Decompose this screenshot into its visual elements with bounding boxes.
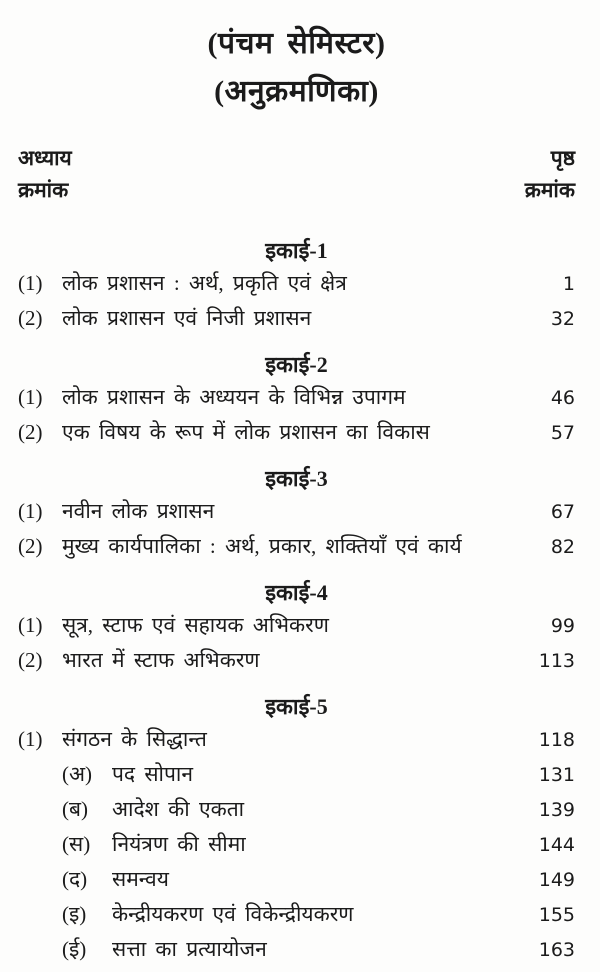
item-title: लोक प्रशासन के अध्ययन के विभिन्न उपागम (62, 385, 406, 409)
item-title: नवीन लोक प्रशासन (62, 499, 215, 523)
column-header-chapter (18, 142, 72, 206)
toc-subrow (18, 757, 575, 792)
item-title: केन्द्रीयकरण एवं विकेन्द्रीयकरण (112, 902, 354, 926)
unit-heading-1: इकाई-1 (265, 238, 328, 263)
toc-row (18, 266, 575, 301)
unit-heading-4: इकाई-4 (265, 580, 328, 605)
item-page-number: 118 (538, 729, 575, 751)
unit-heading-5: इकाई-5 (265, 694, 328, 719)
page-header-line1: पृष्ठ (550, 146, 575, 170)
item-number: (1) (18, 613, 43, 637)
item-number: (2) (18, 534, 43, 558)
toc-subrow (18, 862, 575, 897)
page-title: (पंचम सेमिस्टर) (207, 27, 386, 60)
item-page-number: 144 (538, 834, 575, 856)
toc-row (18, 529, 575, 564)
toc-row (18, 494, 575, 529)
item-page-number: 57 (550, 422, 575, 444)
toc-subrow (18, 932, 575, 967)
item-title: आदेश की एकता (112, 797, 245, 821)
toc-row (18, 608, 575, 643)
toc-subrow (18, 897, 575, 932)
item-page-number: 46 (550, 387, 575, 409)
item-page-number: 32 (550, 308, 575, 330)
item-page-number: 82 (550, 536, 575, 558)
item-title: सूत्र, स्टाफ एवं सहायक अभिकरण (62, 613, 329, 637)
item-number: (1) (18, 727, 43, 751)
toc-row (18, 415, 575, 450)
item-title: भारत में स्टाफ अभिकरण (62, 648, 260, 672)
item-title: एक विषय के रूप में लोक प्रशासन का विकास (62, 420, 430, 444)
item-number: (2) (18, 420, 43, 444)
item-page-number: 155 (538, 904, 575, 926)
item-number: (2) (18, 306, 43, 330)
item-number: (1) (18, 499, 43, 523)
chapter-header-line1: अध्याय (18, 146, 72, 170)
item-page-number: 113 (538, 650, 575, 672)
item-title: नियंत्रण की सीमा (112, 832, 246, 856)
item-title: समन्वय (112, 867, 169, 891)
page-header-line2: क्रमांक (524, 178, 575, 202)
item-number: (अ) (62, 762, 93, 786)
item-title: लोक प्रशासन : अर्थ, प्रकृति एवं क्षेत्र (62, 271, 347, 295)
toc-row (18, 722, 575, 757)
page-subtitle: (अनुक्रमणिका) (214, 75, 379, 108)
item-page-number: 1 (562, 273, 575, 295)
unit-heading-2: इकाई-2 (265, 352, 328, 377)
toc-subrow (18, 827, 575, 862)
chapter-header-line2: क्रमांक (18, 178, 69, 202)
item-title: मुख्य कार्यपालिका : अर्थ, प्रकार, शक्तियाँ एवं कार्य (62, 534, 462, 558)
item-page-number: 139 (538, 799, 575, 821)
item-number: (स) (62, 832, 91, 856)
item-page-number: 149 (538, 869, 575, 891)
item-number: (द) (62, 867, 88, 891)
item-title: संगठन के सिद्धान्त (62, 727, 207, 751)
column-header-page (525, 142, 575, 206)
title-block (18, 22, 575, 114)
item-page-number: 67 (550, 501, 575, 523)
item-number: (1) (18, 271, 43, 295)
toc-row (18, 380, 575, 415)
item-title: पद सोपान (112, 762, 193, 786)
item-number: (ब) (62, 797, 88, 821)
item-number: (2) (18, 648, 43, 672)
item-title: सत्ता का प्रत्यायोजन (112, 937, 267, 961)
item-page-number: 99 (550, 615, 575, 637)
toc-row (18, 643, 575, 678)
item-number: (इ) (62, 902, 87, 926)
item-number: (ई) (62, 937, 87, 961)
toc-row (18, 301, 575, 336)
item-number: (1) (18, 385, 43, 409)
item-page-number: 163 (538, 939, 575, 961)
column-headers (18, 142, 575, 206)
item-title: लोक प्रशासन एवं निजी प्रशासन (62, 306, 312, 330)
toc-subrow (18, 792, 575, 827)
unit-heading-3: इकाई-3 (265, 466, 328, 491)
item-page-number: 131 (538, 764, 575, 786)
